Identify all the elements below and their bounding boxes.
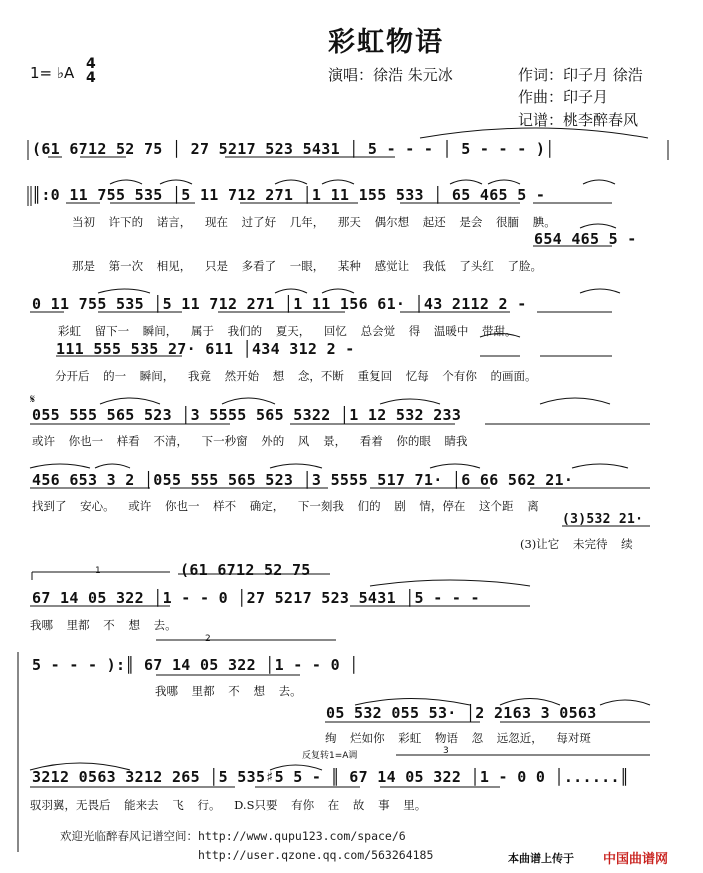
lyrics-line-7: 找到了 安心。 或许 你也一 样不 确定， 下一刻我 们的 剧 情，停在 这个距 离 <box>32 499 539 513</box>
lyrics-line-2: 当初 许下的 诺言， 现在 过了好 几年， 那天 偶尔想 起还 是会 很腼 腆。 <box>72 215 556 229</box>
score-line-2: ║:0 11 755 535 │5 11 712 271 │1 11 155 533 │ 65 465 5 - <box>32 186 546 204</box>
intro-reprise: (61 6712 52 75 <box>180 561 311 579</box>
score-line-9: 67 14 05 322 │1 - - 0 │27 5217 523 5431 │5 - - - <box>32 589 480 607</box>
lyrics-line-4: 彩虹 留下一 瞬间， 属于 我们的 夏天， 回忆 总会觉 得 温暖中 带甜。 <box>58 324 517 338</box>
transcriber-credit: 记谱：桃李醉春风 <box>518 111 639 129</box>
lyrics-line-5: 分开后 的一 瞬间， 我竟 然开始 想 念，不断 重复回 忆每 个有你 的画面。 <box>55 369 537 383</box>
footer-qzone-link[interactable]: http://user.qzone.qq.com/563264185 <box>198 848 434 862</box>
lyrics-line-11: 绚 烂如你 彩虹 物语 忽 远忽近， 每对斑 <box>325 731 591 745</box>
lyrics-line-10: 我哪 里都 不 想 去。 <box>155 684 302 698</box>
lyrics-line-3: 那是 第一次 相见， 只是 多看了 一眼， 某种 感觉让 我低 了头红 了脸。 <box>72 259 543 273</box>
singer-credit: 演唱：徐浩 朱元冰 <box>328 66 453 84</box>
score-line-4: 0 11 755 535 │5 11 712 271 │1 11 156 61· │43 2112 2 - <box>32 295 527 313</box>
time-signature-denominator: 4 <box>86 70 96 86</box>
score-line-6: 055 555 565 523 │3 5555 565 5322 │1 12 532 233 <box>32 406 462 424</box>
triplet-label: 3 <box>443 746 449 756</box>
composer-credit: 作曲：印子月 <box>518 88 609 106</box>
score-line-7: 456 653 3 2 │055 555 565 523 │3 5555 517 71· │6 66 562 21· <box>32 471 574 489</box>
time-signature-numerator: 4 <box>86 56 96 72</box>
footer-visit-link[interactable]: 欢迎光临醉春风记谱空间：http://www.qupu123.com/space/6 <box>60 829 406 843</box>
key-signature: 1= ♭A <box>30 64 75 82</box>
score-line-8: (3)532 21· <box>562 512 644 527</box>
lyrics-line-8: (3)让它 未完待 续 <box>520 537 633 551</box>
lyrics-line-6: 或许 你也一 样看 不清， 下一秒窗 外的 风 景， 看着 你的眼 睛我 <box>32 434 468 448</box>
upload-label: 本曲谱上传于 <box>508 852 574 865</box>
score-line-1: (61 6712 52 75 │ 27 5217 523 5431 │ 5 - - - │ 5 - - - )│ <box>32 140 555 158</box>
site-logo[interactable]: 中国曲谱网 <box>603 852 669 867</box>
volta-1-label: 1 <box>95 566 101 576</box>
lyricist-credit: 作词：印子月 徐浩 <box>518 66 643 84</box>
lyrics-line-12: 驭羽翼，无畏后 能来去 飞 行。 D.S只要 有你 在 故 事 里。 <box>30 798 427 812</box>
page-title: 彩虹物语 <box>328 27 444 58</box>
score-line-10: 5 - - - ):║ 67 14 05 322 │1 - - 0 │ <box>32 656 359 674</box>
lyrics-line-9: 我哪 里都 不 想 去。 <box>30 618 177 632</box>
segno-icon: 𝄋 <box>30 392 36 406</box>
score-line-12: 3212 0563 3212 265 │5 535♯5 5 - ║ 67 14 05 322 │1 - 0 0 │......║ <box>32 768 630 786</box>
score-line-11: 05 532 055 53· │2 2163 3 0563 <box>326 704 597 722</box>
score-line-3: 654 465 5 - <box>534 230 637 248</box>
score-line-5: 111 555 535 27· 611 │434 312 2 - <box>56 340 355 358</box>
volta-2-label: 2 <box>205 634 211 644</box>
repeat-key-change-note: 反复转1=A调 <box>302 751 358 761</box>
